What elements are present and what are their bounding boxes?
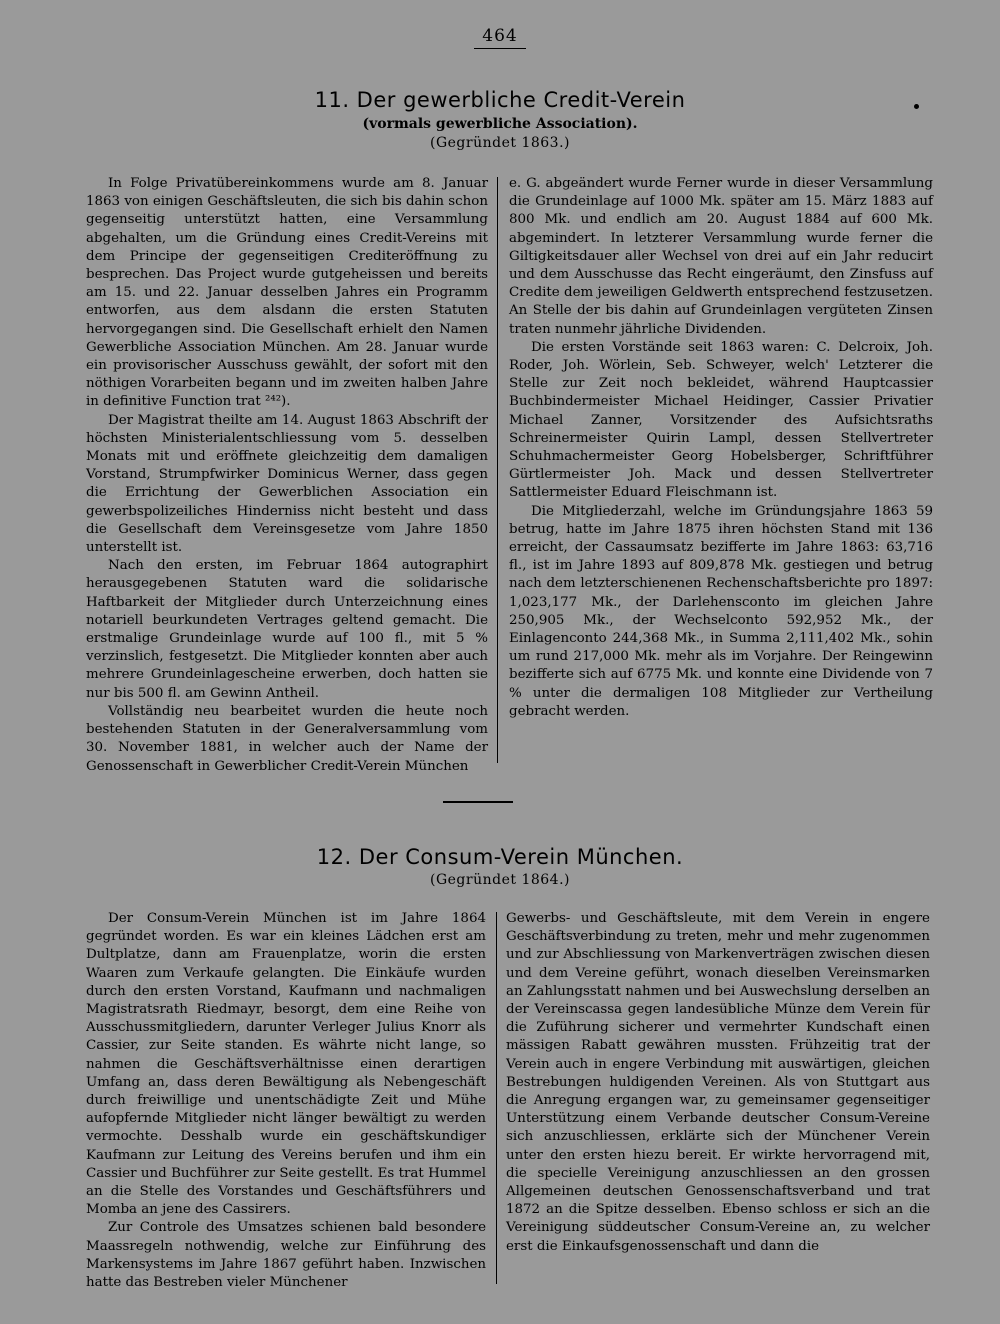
paragraph: Nach den ersten, im Februar 1864 autographirt herausgegebenen Statuten ward die solidarische Haftbarkeit der Mitglieder durch Unterzeichnung eines notariell beurkundeten Vertrages geltend gemacht. Die erstmalige Grundeinlage wurde auf 100 fl., mit 5 % verzinslich, festgesetzt. Die Mitglieder konnten aber auch mehrere Grundeinlagescheine erwerben, doch hatten sie nur bis 500 fl. am Gewinn Antheil. [86, 558, 488, 701]
section-11-left-column [86, 175, 488, 776]
paragraph: In Folge Privatübereinkommens wurde am 8. Januar 1863 von einigen Geschäftsleuten, die sich bis dahin schon gegenseitig unterstützt hatten, eine Versammlung abgehalten, um die Gründung eines Credit-Vereins mit dem Principe der gegenseitigen Crediteröffnung zu besprechen. Das Project wurde gutgeheissen und bereits am 15. und 22. Januar desselben Jahres ein Programm entworfen, aus dem alsdann die ersten Statuten hervorgegangen sind. Die Gesellschaft erhielt den Namen Gewerbliche Association München. Am 28. Januar wurde ein provisorischer Ausschuss gewählt, der sofort mit den nöthigen Vorarbeiten begann und im zweiten halben Jahre in definitive Function trat ²⁴²). [86, 176, 488, 410]
section-separator [443, 801, 513, 803]
section-title: 12. Der Consum-Verein München. [316, 845, 684, 869]
column-divider [497, 177, 498, 763]
paragraph: e. G. abgeändert wurde Ferner wurde in dieser Versammlung die Grundeinlage auf 1000 Mk. später am 15. März 1883 auf 800 Mk. und endlich am 20. August 1884 auf 600 Mk. abgemindert. In letzterer Versammlung wurde ferner die Giltigkeitsdauer aller Wechsel von drei auf ein Jahr reducirt und dem Ausschusse das Recht eingeräumt, den Zinsfuss auf Credite dem jeweiligen Geldwerth entsprechend festzusetzen. An Stelle der bis dahin auf Grundeinlagen vergüteten Zinsen traten nunmehr jährliche Dividenden. [509, 176, 933, 337]
page-number-text: 464 [474, 26, 525, 49]
paragraph: Die ersten Vorstände seit 1863 waren: C. Delcroix, Joh. Roder, Joh. Wörlein, Seb. Schweyer, welch' Letzterer die Stelle zur Zeit noch bekleidet, während Hauptcassier Buchbindermeister Michael Heidinger, Cassier Privatier Michael Zanner, Vorsitzender des Aufsichtsraths Schreinermeister Quirin Lampl, dessen Stellvertreter Schuhmachermeister Georg Hobelsberger, Schriftführer Gürtlermeister Joh. Mack und dessen Stellvertreter Sattlermeister Eduard Fleischmann ist. [509, 339, 933, 501]
paragraph: Die Mitgliederzahl, welche im Gründungsjahre 1863 59 betrug, hatte im Jahre 1875 ihren höchsten Stand mit 136 erreicht, der Cassaumsatz bezifferte im Jahre 1863: 63,716 fl., ist im Jahre 1893 auf 809,878 Mk. gestiegen und betrug nach dem letzterschienenen Rechenschaftsberichte pro 1897: 1,023,177 Mk., der Darlehensconto im gleichen Jahre 250,905 Mk., der Wechselconto 592,952 Mk., der Einlagenconto 244,368 Mk., in Summa 2,111,402 Mk., sohin um rund 217,000 Mk. mehr als im Vorjahre. Der Reingewinn bezifferte sich auf 6775 Mk. und konnte eine Dividende von 7 % unter die dermaligen 108 Mitglieder zur Vertheilung gebracht werden. [509, 503, 933, 719]
page-number [0, 26, 1000, 49]
section-12-header [0, 845, 1000, 888]
section-12-left-column [86, 910, 486, 1292]
column-divider [496, 912, 497, 1284]
paragraph: Der Consum-Verein München ist im Jahre 1864 gegründet worden. Es war ein kleines Lädchen erst am Dultplatze, dann am Frauenplatze, worin die ersten Waaren zum Verkaufe gelangten. Die Einkäufe wurden durch den ersten Vorstand, Kaufmann und nachmaligen Magistratsrath Riedmayr, besorgt, dem eine Reihe von Ausschussmitgliedern, darunter Verleger Julius Knorr als Cassier, zur Seite standen. Es währte nicht lange, so nahmen die Geschäftsverhältnisse einen derartigen Umfang an, dass deren Bewältigung als Nebengeschäft durch freiwillige und unentschädigte Zeit und Mühe aufopfernde Mitglieder nicht länger bewältigt zu werden vermochte. Desshalb wurde ein geschäftskundiger Kaufmann zur Leitung des Vereins berufen und ihm ein Cassier und Buchführer zur Seite gestellt. Es trat Hummel an die Stelle des Vorstandes und Geschäftsführers und Momba an jene des Cassirers. [86, 911, 486, 1218]
section-11-right-column [509, 175, 933, 721]
paragraph: Vollständig neu bearbeitet wurden die heute noch bestehenden Statuten in der Generalversammlung vom 30. November 1881, in welcher auch der Name der Genossenschaft in Gewerblicher Credit-Verein München [86, 703, 488, 774]
section-title: 11. Der gewerbliche Credit-Verein [314, 88, 686, 112]
section-subtitle: (vormals gewerbliche Association). [362, 116, 638, 132]
paragraph: Der Magistrat theilte am 14. August 1863 Abschrift der höchsten Ministerialentschliessung vom 5. desselben Monats mit und eröffnete gleichzeitig dem damaligen Vorstand, Strumpfwirker Dominicus Werner, dass gegen die Errichtung der Gewerblichen Association ein gewerbspolizeiliches Hinderniss nicht besteht und dass die Gesellschaft dem Vereinsgesetze vom Jahre 1850 unterstellt ist. [86, 412, 488, 556]
paragraph: Zur Controle des Umsatzes schienen bald besondere Maassregeln nothwendig, welche zur Einführung des Markensystems im Jahre 1867 geführt haben. Inzwischen hatte das Bestreben vieler Münchener [86, 1220, 486, 1291]
paragraph: Gewerbs- und Geschäftsleute, mit dem Verein in engere Geschäftsverbindung zu treten, mehr und mehr zugenommen und zur Abschliessung von Markenverträgen zwischen diesen und dem Vereine geführt, wonach dieselben Vereinsmarken an Zahlungsstatt nahmen und bei Auswechslung derselben an der Vereinscassa gegen landesübliche Münze dem Verein für die Zuführung sicherer und vermehrter Kundschaft einen mässigen Rabatt gewähren mussten. Frühzeitig trat der Verein auch in engere Verbindung mit auswärtigen, gleichen Bestrebungen huldigenden Vereinen. Als von Stuttgart aus die Anregung ergangen war, zu gemeinsamer gegenseitiger Unterstützung einem Verbande deutscher Consum-Vereine sich anzuschliessen, erklärte sich der Münchener Verein unter den ersten hiezu bereit. Er wirkte hervorragend mit, die specielle Vereinigung anzuschliessen an den grossen Allgemeinen deutschen Genossenschaftsverband und trat 1872 an die Spitze desselben. Ebenso schloss er sich an die Vereinigung süddeutscher Consum-Vereine an, zu welcher erst die Einkaufsgenossenschaft und dann die [506, 911, 930, 1254]
founding-note: (Gegründet 1863.) [430, 135, 570, 151]
founding-note: (Gegründet 1864.) [430, 872, 570, 888]
section-12-right-column [506, 910, 930, 1256]
section-11-header [0, 88, 1000, 151]
